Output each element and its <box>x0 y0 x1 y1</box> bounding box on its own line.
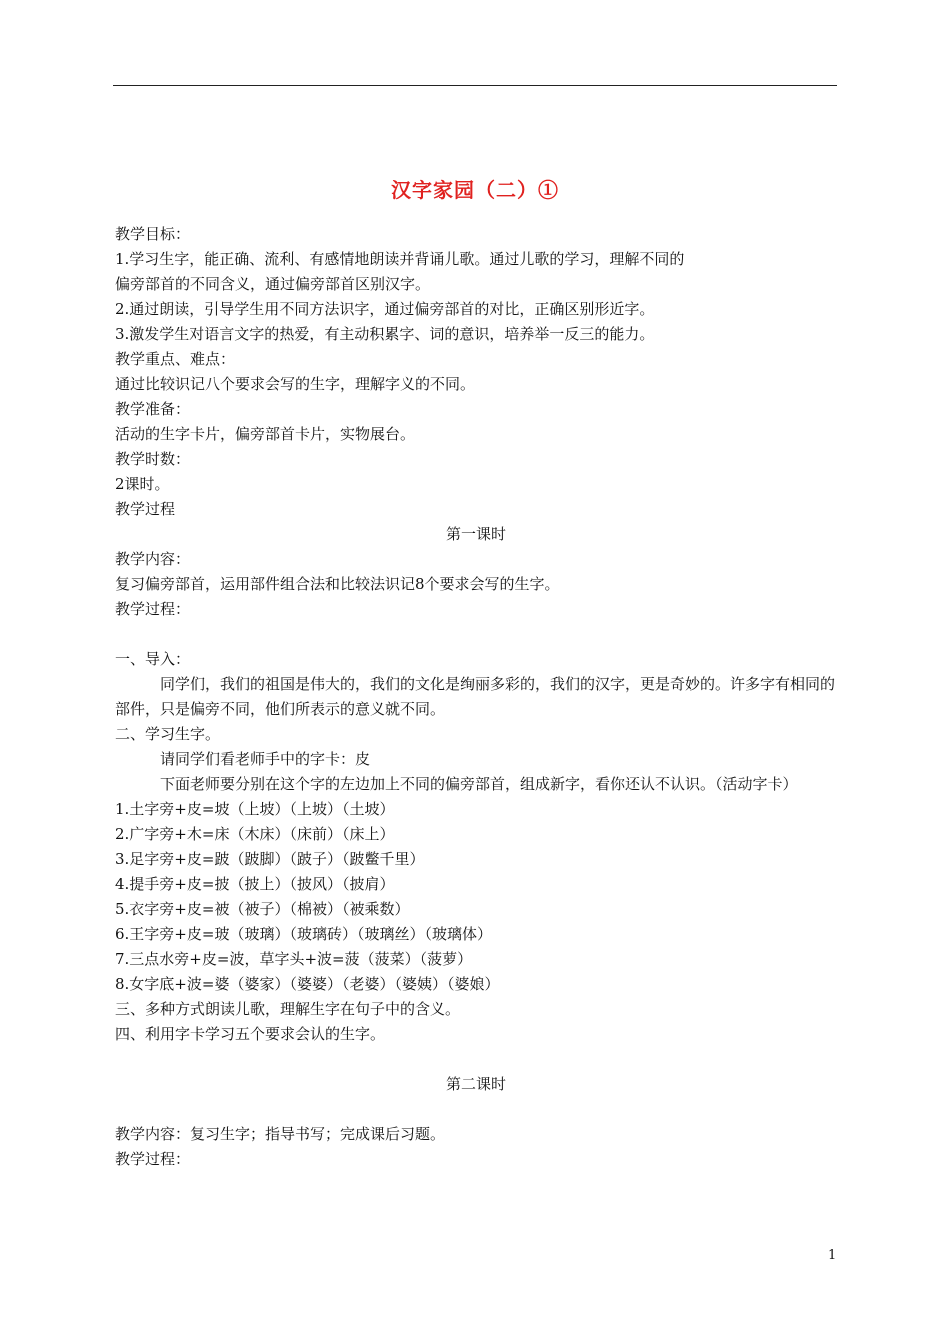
paragraph: 同学们，我们的祖国是伟大的，我们的文化是绚丽多彩的，我们的汉字，更是奇妙的。许多字有相同的部件，只是偏旁不同，他们所表示的意义就不同。 <box>115 675 836 718</box>
section-heading: 一、导入： <box>115 650 191 668</box>
paragraph: 下面老师要分别在这个字的左边加上不同的偏旁部首，组成新字，看你还认不认识。（活动字卡） <box>160 775 798 793</box>
section-heading: 教学重点、难点： <box>115 350 236 368</box>
document-body <box>115 222 837 1172</box>
section-heading: 教学过程 <box>115 500 176 518</box>
section-heading: 教学过程： <box>115 600 191 618</box>
paragraph-line: 2.通过朗读，引导学生用不同方法识字，通过偏旁部首的对比，正确区别形近字。 <box>115 300 655 318</box>
page-number: 1 <box>828 1248 837 1263</box>
spacer <box>115 1097 837 1122</box>
paragraph-line: 请同学们看老师手中的字卡：皮 <box>160 750 371 768</box>
document-title: 汉字家园（二）① <box>391 178 559 202</box>
list-item: 1.土字旁+皮=坡（上坡）（上坡）（土坡） <box>115 800 395 818</box>
list-item: 8.女字底+波=婆（婆家）（婆婆）（老婆）（婆姨）（婆娘） <box>115 975 500 993</box>
section-heading: 四、利用字卡学习五个要求会认的生字。 <box>115 1025 386 1043</box>
lesson-heading: 第一课时 <box>445 525 506 543</box>
header-rule <box>113 85 837 86</box>
section-heading: 教学目标： <box>115 225 191 243</box>
paragraph-line: 通过比较识记八个要求会写的生字，理解字义的不同。 <box>115 375 476 393</box>
paragraph-line: 2课时。 <box>115 475 170 493</box>
spacer <box>115 1047 837 1072</box>
paragraph-line: 1.学习生字，能正确、流利、有感情地朗读并背诵儿歌。通过儿歌的学习，理解不同的 <box>115 250 685 268</box>
section-heading: 教学准备： <box>115 400 191 418</box>
section-heading: 三、多种方式朗读儿歌，理解生字在句子中的含义。 <box>115 1000 461 1018</box>
list-item: 6.王字旁+皮=玻（玻璃）（玻璃砖）（玻璃丝）（玻璃体） <box>115 925 492 943</box>
list-item: 4.提手旁+皮=披（披上）（披风）（披肩） <box>115 875 395 893</box>
paragraph-line: 教学内容：复习生字；指导书写；完成课后习题。 <box>115 1125 446 1143</box>
list-item: 3.足字旁+皮=跛（跛脚）（跛子）（跛鳖千里） <box>115 850 425 868</box>
section-heading: 教学过程： <box>115 1150 191 1168</box>
paragraph-line: 活动的生字卡片，偏旁部首卡片，实物展台。 <box>115 425 416 443</box>
spacer <box>115 622 837 647</box>
list-item: 7.三点水旁+皮=波，草字头+波=菠（菠菜）（菠萝） <box>115 950 473 968</box>
section-heading: 教学时数： <box>115 450 191 468</box>
section-heading: 二、学习生字。 <box>115 725 221 743</box>
lesson-heading: 第二课时 <box>445 1075 506 1093</box>
list-item: 2.广字旁+木=床（木床）（床前）（床上） <box>115 825 395 843</box>
paragraph-line: 3.激发学生对语言文字的热爱，有主动积累字、词的意识，培养举一反三的能力。 <box>115 325 655 343</box>
paragraph-line: 复习偏旁部首，运用部件组合法和比较法识记8个要求会写的生字。 <box>115 575 560 593</box>
list-item: 5.衣字旁+皮=被（被子）（棉被）（被乘数） <box>115 900 410 918</box>
section-heading: 教学内容： <box>115 550 191 568</box>
paragraph-line: 偏旁部首的不同含义，通过偏旁部首区别汉字。 <box>115 275 431 293</box>
